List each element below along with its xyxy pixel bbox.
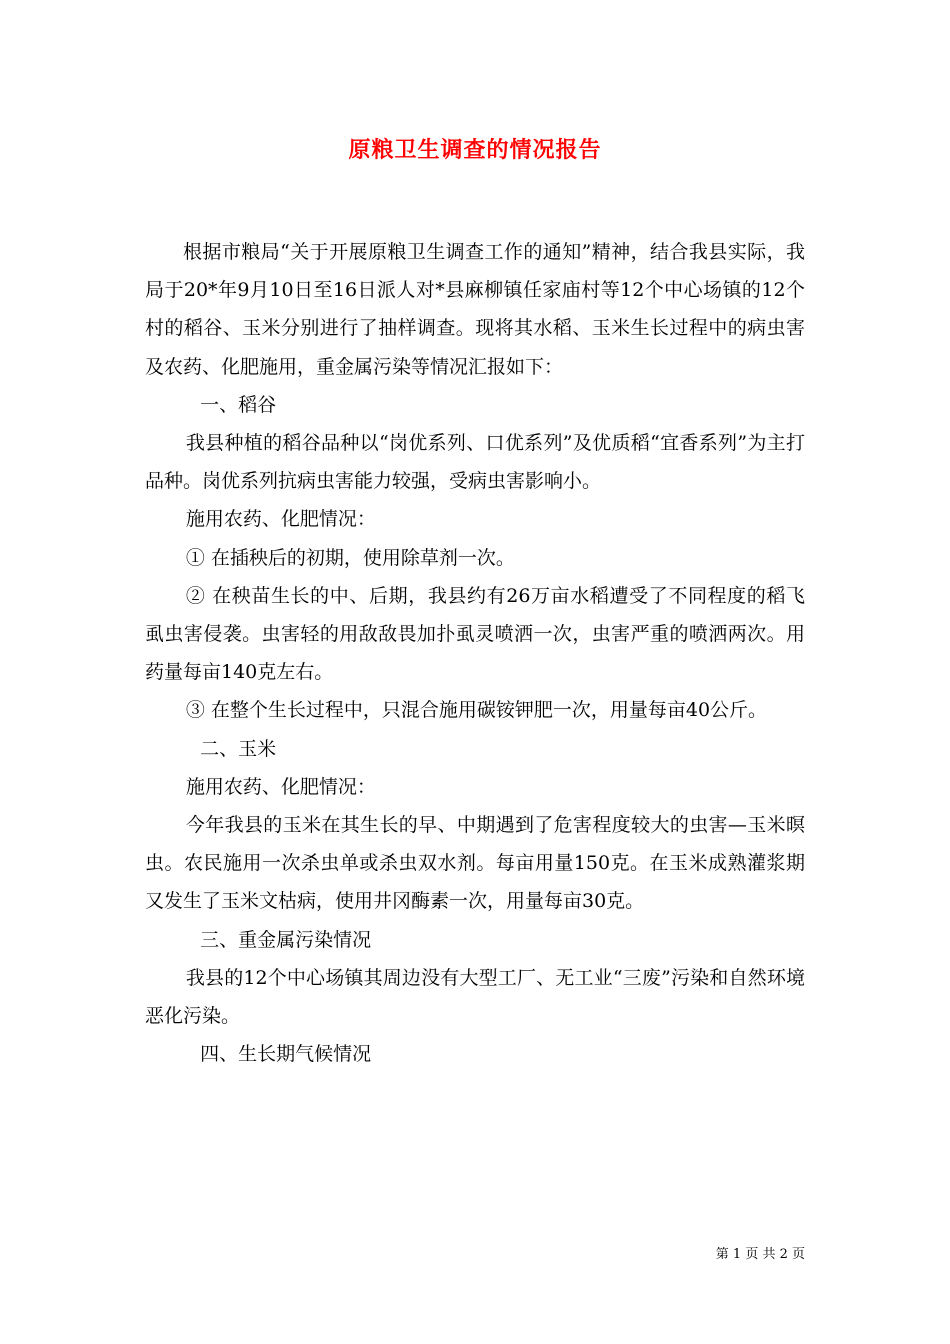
corn-paragraph: 今年我县的玉米在其生长的早、中期遇到了危害程度较大的虫害—玉米暝虫。农民施用一次杀虫单或杀虫双水剂。每亩用量150克。在玉米成熟灌浆期又发生了玉米文枯病，使用井冈酶素一次，用量每亩30克。 (145, 814, 805, 913)
section-heading-corn: 二、玉米 (200, 737, 277, 760)
rice-varieties-paragraph: 我县种植的稻谷品种以“岗优系列、口优系列”及优质稻“宜香系列”为主打品种。岗优系列抗病虫害能力较强，受病虫害影响小。 (145, 432, 805, 493)
page-number: 第 1 页 共 2 页 (715, 1247, 805, 1262)
intro-paragraph: 根据市粮局“关于开展原粮卫生调查工作的通知”精神，结合我县实际，我局于20*年9月10日至16日派人对*县麻柳镇任家庙村等12个中心场镇的12个村的稻谷、玉米分别进行了抽样调查。现将其水稻、玉米生长过程中的病虫害及农药、化肥施用，重金属污染等情况汇报如下： (145, 241, 805, 378)
rice-pesticide-subheading: 施用农药、化肥情况： (185, 508, 376, 531)
document-title: 原粮卫生调查的情况报告 (348, 137, 602, 163)
section-heading-climate: 四、生长期气候情况 (200, 1043, 372, 1066)
rice-item-3: ③ 在整个生长过程中，只混合施用碳铵钾肥一次，用量每亩40公斤。 (185, 699, 768, 722)
rice-item-1: ① 在插秧后的初期，使用除草剂一次。 (185, 546, 515, 569)
heavy-metal-paragraph: 我县的12个中心场镇其周边没有大型工厂、无工业“三废”污染和自然环境恶化污染。 (145, 966, 805, 1028)
rice-item-2: ② 在秧苗生长的中、后期，我县约有26万亩水稻遭受了不同程度的稻飞虱虫害侵袭。虫害轻的用敌敌畏加扑虱灵喷洒一次，虫害严重的喷洒两次。用药量每亩140克左右。 (145, 584, 805, 684)
corn-pesticide-subheading: 施用农药、化肥情况： (185, 775, 376, 798)
section-heading-rice: 一、稻谷 (200, 393, 277, 416)
document-body (145, 233, 805, 1073)
section-heading-heavy-metal: 三、重金属污染情况 (200, 928, 372, 951)
